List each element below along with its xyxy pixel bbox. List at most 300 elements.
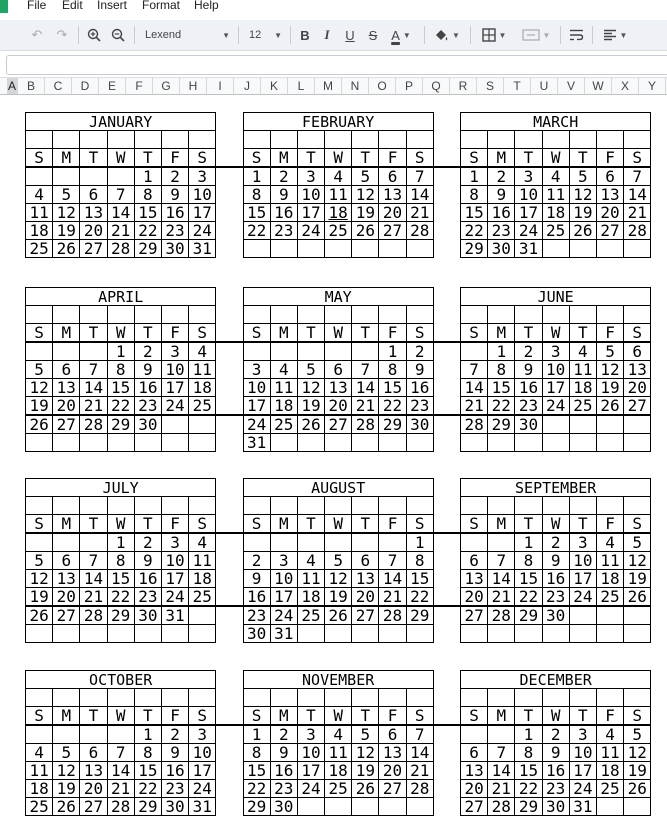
spacer-cell[interactable] <box>433 131 460 149</box>
spacer-cell[interactable] <box>216 744 243 762</box>
day-cell[interactable]: 17 <box>161 570 188 588</box>
empty-cell[interactable] <box>596 306 623 324</box>
empty-cell[interactable] <box>542 689 569 707</box>
day-cell[interactable]: 28 <box>107 240 134 258</box>
empty-cell[interactable] <box>243 497 270 515</box>
day-cell[interactable]: 21 <box>379 588 406 607</box>
day-cell[interactable]: 21 <box>461 397 488 416</box>
empty-cell[interactable] <box>596 240 623 258</box>
day-cell[interactable]: 30 <box>515 415 542 434</box>
empty-cell[interactable] <box>80 625 107 643</box>
day-cell[interactable]: 22 <box>406 588 433 607</box>
empty-cell[interactable] <box>26 725 53 744</box>
day-cell[interactable]: 17 <box>243 397 270 416</box>
zoom-out-button[interactable] <box>108 24 128 46</box>
day-cell[interactable]: 9 <box>270 744 297 762</box>
weekday-label[interactable]: W <box>542 149 569 168</box>
spacer-cell[interactable] <box>433 671 460 689</box>
column-header-q[interactable]: Q <box>423 78 450 94</box>
spacer-cell[interactable] <box>216 606 243 625</box>
bold-button[interactable] <box>296 24 314 46</box>
day-cell[interactable]: 18 <box>569 379 596 397</box>
day-cell[interactable]: 26 <box>53 240 80 258</box>
day-cell[interactable]: 17 <box>189 204 216 222</box>
day-cell[interactable]: 5 <box>569 167 596 186</box>
empty-cell[interactable] <box>596 606 623 625</box>
day-cell[interactable]: 6 <box>352 552 379 570</box>
spacer-cell[interactable] <box>433 552 460 570</box>
day-cell[interactable]: 31 <box>189 798 216 816</box>
empty-cell[interactable] <box>189 625 216 643</box>
day-cell[interactable]: 20 <box>461 780 488 798</box>
empty-cell[interactable] <box>297 306 324 324</box>
empty-cell[interactable] <box>134 434 161 452</box>
day-cell[interactable]: 14 <box>80 379 107 397</box>
empty-cell[interactable] <box>325 240 352 258</box>
day-cell[interactable]: 16 <box>134 570 161 588</box>
day-cell[interactable]: 1 <box>515 725 542 744</box>
day-cell[interactable]: 2 <box>270 725 297 744</box>
day-cell[interactable]: 27 <box>352 606 379 625</box>
empty-cell[interactable] <box>352 497 379 515</box>
day-cell[interactable]: 13 <box>352 570 379 588</box>
empty-cell[interactable] <box>26 434 53 452</box>
day-cell[interactable]: 16 <box>243 588 270 607</box>
day-cell[interactable]: 5 <box>26 552 53 570</box>
day-cell[interactable]: 17 <box>542 379 569 397</box>
day-cell[interactable]: 31 <box>189 240 216 258</box>
spacer-cell[interactable] <box>433 533 460 552</box>
column-header-p[interactable]: P <box>396 78 423 94</box>
weekday-label[interactable]: S <box>243 324 270 343</box>
day-cell[interactable]: 30 <box>488 240 515 258</box>
day-cell[interactable]: 8 <box>379 361 406 379</box>
empty-cell[interactable] <box>379 434 406 452</box>
day-cell[interactable]: 3 <box>189 167 216 186</box>
empty-cell[interactable] <box>624 306 651 324</box>
day-cell[interactable]: 23 <box>161 780 188 798</box>
day-cell[interactable]: 30 <box>134 606 161 625</box>
weekday-label[interactable]: S <box>26 149 53 168</box>
weekday-label[interactable]: T <box>297 515 324 534</box>
spacer-cell[interactable] <box>216 434 243 452</box>
day-cell[interactable]: 10 <box>297 186 324 204</box>
weekday-label[interactable]: S <box>26 515 53 534</box>
empty-cell[interactable] <box>297 533 324 552</box>
empty-cell[interactable] <box>189 131 216 149</box>
empty-cell[interactable] <box>569 131 596 149</box>
day-cell[interactable]: 9 <box>542 552 569 570</box>
day-cell[interactable]: 8 <box>461 186 488 204</box>
day-cell[interactable]: 19 <box>297 397 324 416</box>
day-cell[interactable]: 7 <box>379 552 406 570</box>
day-cell[interactable]: 27 <box>624 397 651 416</box>
empty-cell[interactable] <box>488 533 515 552</box>
month-title-april[interactable]: APRIL <box>26 288 216 306</box>
empty-cell[interactable] <box>596 689 623 707</box>
spacer-cell[interactable] <box>433 588 460 607</box>
empty-cell[interactable] <box>297 240 324 258</box>
day-cell[interactable]: 2 <box>243 552 270 570</box>
spacer-cell[interactable] <box>433 570 460 588</box>
day-cell[interactable]: 22 <box>107 397 134 416</box>
text-color-button[interactable] <box>387 24 415 46</box>
day-cell[interactable]: 18 <box>189 379 216 397</box>
weekday-label[interactable]: T <box>297 149 324 168</box>
spacer-cell[interactable] <box>216 240 243 258</box>
column-header-e[interactable]: E <box>99 78 126 94</box>
empty-cell[interactable] <box>352 434 379 452</box>
spacer-cell[interactable] <box>433 689 460 707</box>
weekday-label[interactable]: M <box>488 324 515 343</box>
day-cell[interactable]: 1 <box>243 725 270 744</box>
empty-cell[interactable] <box>624 497 651 515</box>
weekday-label[interactable]: T <box>515 324 542 343</box>
spacer-cell[interactable] <box>216 725 243 744</box>
day-cell[interactable]: 12 <box>596 361 623 379</box>
day-cell[interactable]: 4 <box>189 342 216 361</box>
spacer-cell[interactable] <box>216 588 243 607</box>
weekday-label[interactable]: F <box>379 149 406 168</box>
empty-cell[interactable] <box>107 689 134 707</box>
empty-cell[interactable] <box>542 434 569 452</box>
column-header-l[interactable]: L <box>288 78 315 94</box>
font-family-select[interactable] <box>140 24 230 46</box>
day-cell[interactable]: 3 <box>569 725 596 744</box>
empty-cell[interactable] <box>297 434 324 452</box>
empty-cell[interactable] <box>406 306 433 324</box>
day-cell[interactable]: 12 <box>26 570 53 588</box>
empty-cell[interactable] <box>270 689 297 707</box>
empty-cell[interactable] <box>26 342 53 361</box>
empty-cell[interactable] <box>352 240 379 258</box>
empty-cell[interactable] <box>379 689 406 707</box>
day-cell[interactable]: 29 <box>379 415 406 434</box>
month-title-august[interactable]: AUGUST <box>243 479 433 497</box>
weekday-label[interactable]: T <box>80 707 107 726</box>
weekday-label[interactable]: F <box>596 515 623 534</box>
day-cell[interactable]: 21 <box>406 204 433 222</box>
day-cell[interactable]: 7 <box>488 552 515 570</box>
day-cell[interactable]: 5 <box>624 533 651 552</box>
day-cell[interactable]: 26 <box>596 397 623 416</box>
empty-cell[interactable] <box>406 625 433 643</box>
weekday-label[interactable]: W <box>542 515 569 534</box>
empty-cell[interactable] <box>379 306 406 324</box>
weekday-label[interactable]: S <box>26 324 53 343</box>
day-cell[interactable]: 16 <box>161 762 188 780</box>
day-cell[interactable]: 10 <box>161 361 188 379</box>
empty-cell[interactable] <box>134 306 161 324</box>
day-cell[interactable]: 16 <box>270 762 297 780</box>
day-cell[interactable]: 5 <box>596 342 623 361</box>
empty-cell[interactable] <box>569 606 596 625</box>
day-cell[interactable]: 10 <box>270 570 297 588</box>
empty-cell[interactable] <box>270 306 297 324</box>
merge-cells-button[interactable] <box>518 24 554 46</box>
column-header-v[interactable]: V <box>558 78 585 94</box>
empty-cell[interactable] <box>270 497 297 515</box>
weekday-label[interactable]: T <box>297 324 324 343</box>
empty-cell[interactable] <box>488 689 515 707</box>
spacer-cell[interactable] <box>433 606 460 625</box>
empty-cell[interactable] <box>624 625 651 643</box>
weekday-label[interactable]: T <box>134 515 161 534</box>
weekday-label[interactable]: S <box>243 149 270 168</box>
spacer-cell[interactable] <box>433 744 460 762</box>
empty-cell[interactable] <box>80 725 107 744</box>
day-cell[interactable]: 28 <box>80 606 107 625</box>
empty-cell[interactable] <box>488 306 515 324</box>
empty-cell[interactable] <box>53 434 80 452</box>
empty-cell[interactable] <box>461 533 488 552</box>
empty-cell[interactable] <box>243 240 270 258</box>
empty-cell[interactable] <box>488 131 515 149</box>
column-header-w[interactable]: W <box>585 78 612 94</box>
menu-file[interactable]: File <box>27 0 47 12</box>
weekday-label[interactable]: W <box>325 149 352 168</box>
day-cell[interactable]: 11 <box>569 361 596 379</box>
empty-cell[interactable] <box>26 533 53 552</box>
day-cell[interactable]: 21 <box>107 780 134 798</box>
day-cell[interactable]: 4 <box>189 533 216 552</box>
day-cell[interactable]: 28 <box>80 415 107 434</box>
day-cell[interactable]: 19 <box>53 780 80 798</box>
day-cell[interactable]: 23 <box>270 780 297 798</box>
spacer-cell[interactable] <box>433 497 460 515</box>
spacer-cell[interactable] <box>433 479 460 497</box>
day-cell[interactable]: 9 <box>243 570 270 588</box>
empty-cell[interactable] <box>406 240 433 258</box>
spacer-cell[interactable] <box>433 240 460 258</box>
day-cell[interactable]: 8 <box>243 186 270 204</box>
day-cell[interactable]: 12 <box>352 744 379 762</box>
spacer-cell[interactable] <box>216 689 243 707</box>
weekday-label[interactable]: S <box>624 707 651 726</box>
day-cell[interactable]: 22 <box>134 222 161 240</box>
day-cell[interactable]: 27 <box>80 798 107 816</box>
day-cell[interactable]: 4 <box>270 361 297 379</box>
day-cell[interactable]: 5 <box>53 744 80 762</box>
weekday-label[interactable]: S <box>624 324 651 343</box>
day-cell[interactable]: 19 <box>325 588 352 607</box>
day-cell[interactable]: 27 <box>379 780 406 798</box>
weekday-label[interactable]: T <box>569 324 596 343</box>
day-cell[interactable]: 22 <box>515 780 542 798</box>
day-cell[interactable]: 25 <box>325 222 352 240</box>
weekday-label[interactable]: S <box>406 707 433 726</box>
day-cell[interactable]: 13 <box>596 186 623 204</box>
empty-cell[interactable] <box>297 689 324 707</box>
day-cell[interactable]: 3 <box>297 725 324 744</box>
empty-cell[interactable] <box>270 434 297 452</box>
empty-cell[interactable] <box>569 306 596 324</box>
day-cell[interactable]: 26 <box>569 222 596 240</box>
day-cell[interactable]: 10 <box>161 552 188 570</box>
empty-cell[interactable] <box>107 131 134 149</box>
day-cell[interactable]: 23 <box>542 588 569 607</box>
day-cell[interactable]: 3 <box>189 725 216 744</box>
day-cell[interactable]: 14 <box>406 744 433 762</box>
weekday-label[interactable]: S <box>406 515 433 534</box>
empty-cell[interactable] <box>161 497 188 515</box>
empty-cell[interactable] <box>542 131 569 149</box>
empty-cell[interactable] <box>26 131 53 149</box>
day-cell[interactable]: 29 <box>107 606 134 625</box>
empty-cell[interactable] <box>161 434 188 452</box>
day-cell[interactable]: 7 <box>406 167 433 186</box>
column-header-m[interactable]: M <box>315 78 342 94</box>
empty-cell[interactable] <box>26 167 53 186</box>
day-cell[interactable]: 15 <box>379 379 406 397</box>
day-cell[interactable]: 8 <box>243 744 270 762</box>
day-cell[interactable]: 8 <box>515 744 542 762</box>
day-cell[interactable]: 29 <box>134 798 161 816</box>
spacer-cell[interactable] <box>216 306 243 324</box>
empty-cell[interactable] <box>542 625 569 643</box>
empty-cell[interactable] <box>624 798 651 816</box>
day-cell[interactable]: 31 <box>569 798 596 816</box>
day-cell[interactable]: 3 <box>515 167 542 186</box>
day-cell[interactable]: 18 <box>542 204 569 222</box>
column-header-a[interactable]: A <box>7 79 16 93</box>
empty-cell[interactable] <box>596 625 623 643</box>
empty-cell[interactable] <box>134 131 161 149</box>
empty-cell[interactable] <box>243 342 270 361</box>
day-cell[interactable]: 9 <box>515 361 542 379</box>
empty-cell[interactable] <box>297 625 324 643</box>
empty-cell[interactable] <box>406 689 433 707</box>
day-cell[interactable]: 2 <box>161 167 188 186</box>
day-cell[interactable]: 25 <box>297 606 324 625</box>
day-cell[interactable]: 4 <box>325 167 352 186</box>
empty-cell[interactable] <box>352 342 379 361</box>
day-cell[interactable]: 16 <box>542 570 569 588</box>
empty-cell[interactable] <box>596 497 623 515</box>
fill-color-button[interactable] <box>432 24 462 46</box>
empty-cell[interactable] <box>624 131 651 149</box>
weekday-label[interactable]: S <box>461 324 488 343</box>
day-cell[interactable]: 9 <box>134 552 161 570</box>
weekday-label[interactable]: T <box>134 149 161 168</box>
day-cell[interactable]: 23 <box>515 397 542 416</box>
empty-cell[interactable] <box>569 625 596 643</box>
day-cell[interactable]: 20 <box>624 379 651 397</box>
day-cell[interactable]: 11 <box>325 744 352 762</box>
empty-cell[interactable] <box>53 533 80 552</box>
day-cell[interactable]: 18 <box>26 780 53 798</box>
day-cell[interactable]: 28 <box>406 222 433 240</box>
weekday-label[interactable]: M <box>488 149 515 168</box>
day-cell[interactable]: 1 <box>515 533 542 552</box>
day-cell[interactable]: 24 <box>243 415 270 434</box>
column-header-g[interactable]: G <box>153 78 180 94</box>
day-cell[interactable]: 23 <box>488 222 515 240</box>
weekday-label[interactable]: S <box>26 707 53 726</box>
day-cell[interactable]: 21 <box>80 397 107 416</box>
day-cell[interactable]: 30 <box>542 606 569 625</box>
column-header-r[interactable]: R <box>450 78 477 94</box>
day-cell[interactable]: 8 <box>134 744 161 762</box>
empty-cell[interactable] <box>325 131 352 149</box>
day-cell[interactable]: 24 <box>189 780 216 798</box>
day-cell[interactable]: 4 <box>542 167 569 186</box>
day-cell[interactable]: 23 <box>542 780 569 798</box>
day-cell[interactable]: 28 <box>352 415 379 434</box>
empty-cell[interactable] <box>406 131 433 149</box>
day-cell[interactable]: 28 <box>624 222 651 240</box>
day-cell[interactable]: 10 <box>243 379 270 397</box>
weekday-label[interactable]: F <box>379 707 406 726</box>
empty-cell[interactable] <box>461 342 488 361</box>
empty-cell[interactable] <box>189 306 216 324</box>
day-cell[interactable]: 1 <box>107 342 134 361</box>
empty-cell[interactable] <box>80 131 107 149</box>
day-cell[interactable]: 17 <box>270 588 297 607</box>
empty-cell[interactable] <box>53 306 80 324</box>
spacer-cell[interactable] <box>216 552 243 570</box>
column-header-u[interactable]: U <box>531 78 558 94</box>
spacer-cell[interactable] <box>433 780 460 798</box>
day-cell[interactable]: 11 <box>542 186 569 204</box>
empty-cell[interactable] <box>107 725 134 744</box>
day-cell[interactable]: 11 <box>26 762 53 780</box>
empty-cell[interactable] <box>53 689 80 707</box>
day-cell[interactable]: 15 <box>488 379 515 397</box>
day-cell[interactable]: 25 <box>189 588 216 607</box>
spacer-cell[interactable] <box>216 379 243 397</box>
day-cell[interactable]: 13 <box>461 762 488 780</box>
day-cell[interactable]: 26 <box>53 798 80 816</box>
empty-cell[interactable] <box>542 415 569 434</box>
day-cell[interactable]: 8 <box>488 361 515 379</box>
day-cell[interactable]: 9 <box>270 186 297 204</box>
day-cell[interactable]: 5 <box>325 552 352 570</box>
day-cell[interactable]: 28 <box>107 798 134 816</box>
day-cell[interactable]: 8 <box>406 552 433 570</box>
day-cell[interactable]: 30 <box>542 798 569 816</box>
day-cell[interactable]: 22 <box>488 397 515 416</box>
day-cell[interactable]: 12 <box>624 744 651 762</box>
day-cell[interactable]: 7 <box>461 361 488 379</box>
weekday-label[interactable]: F <box>596 149 623 168</box>
spacer-cell[interactable] <box>433 361 460 379</box>
weekday-label[interactable]: W <box>542 707 569 726</box>
empty-cell[interactable] <box>624 240 651 258</box>
weekday-label[interactable]: F <box>379 324 406 343</box>
weekday-label[interactable]: S <box>624 515 651 534</box>
day-cell[interactable]: 28 <box>406 780 433 798</box>
month-title-january[interactable]: JANUARY <box>26 113 216 131</box>
spacer-cell[interactable] <box>216 570 243 588</box>
empty-cell[interactable] <box>379 625 406 643</box>
day-cell[interactable]: 9 <box>161 186 188 204</box>
month-title-october[interactable]: OCTOBER <box>26 671 216 689</box>
empty-cell[interactable] <box>515 625 542 643</box>
day-cell[interactable]: 19 <box>352 204 379 222</box>
weekday-label[interactable]: T <box>515 707 542 726</box>
zoom-in-button[interactable] <box>84 24 104 46</box>
day-cell[interactable]: 28 <box>488 798 515 816</box>
menu-format[interactable]: Format <box>142 0 181 12</box>
empty-cell[interactable] <box>596 415 623 434</box>
spacer-cell[interactable] <box>433 434 460 452</box>
day-cell[interactable]: 14 <box>352 379 379 397</box>
weekday-label[interactable]: T <box>80 324 107 343</box>
day-cell[interactable]: 15 <box>107 379 134 397</box>
spacer-cell[interactable] <box>433 342 460 361</box>
empty-cell[interactable] <box>325 342 352 361</box>
